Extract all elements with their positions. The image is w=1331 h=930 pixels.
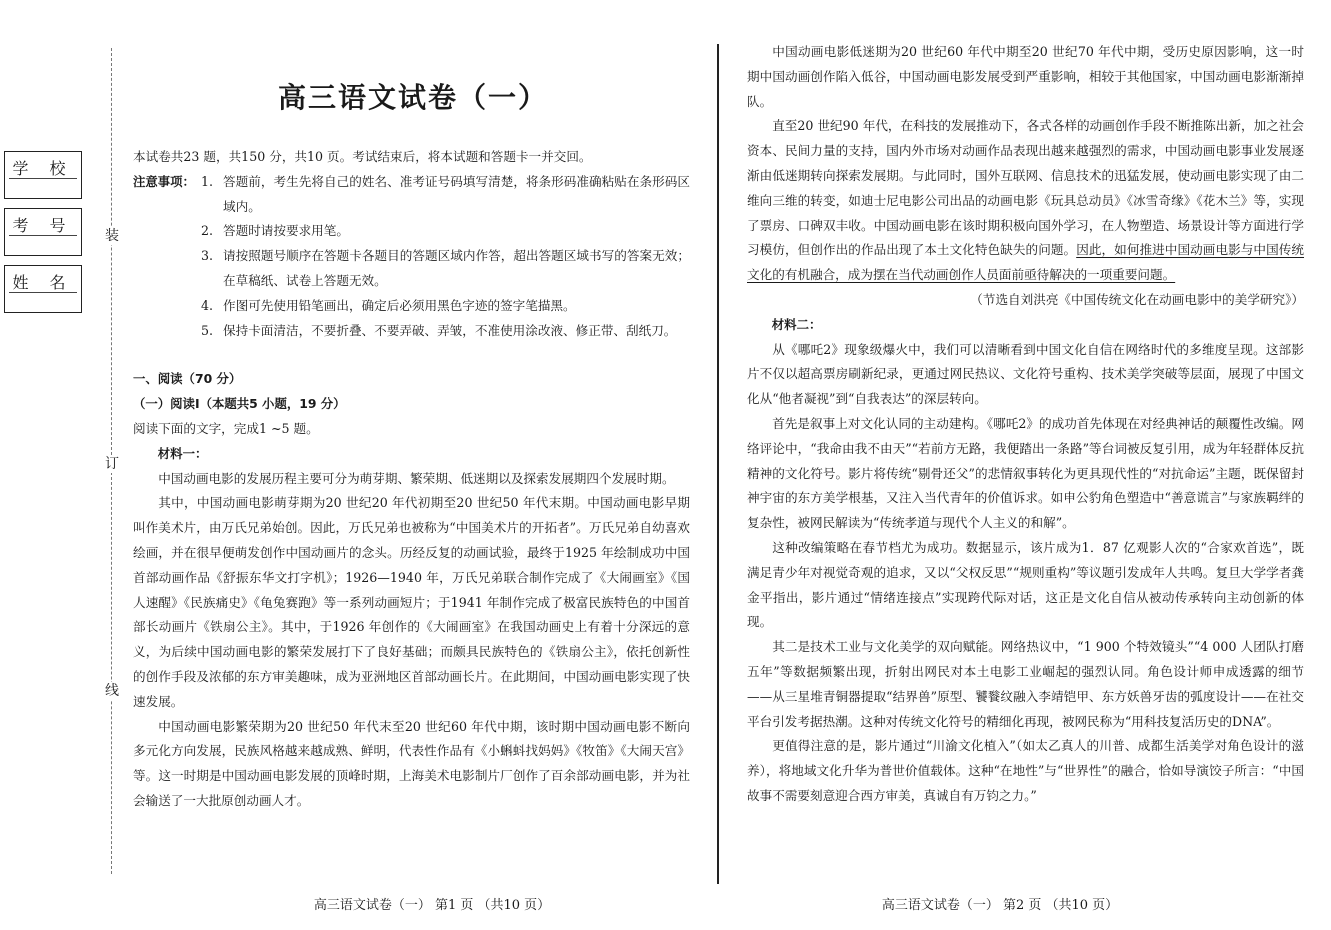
binding-char-xian: 线 — [105, 683, 119, 699]
notice-block — [133, 170, 690, 344]
paragraph: 中国动画电影繁荣期为20 世纪50 年代末至20 世纪60 年代中期，该时期中国动画电影不断向多元化方向发展，民族风格越来越成熟、鲜明，代表性作品有《小蝌蚪找妈妈》《牧笛》《大闹天宫》等。这一时期是中国动画电影发展的顶峰时期，上海美术电影制片厂创作了百余部动画电影，并为社会输送了一大批原创动画人才。 — [133, 718, 690, 808]
school-field[interactable] — [4, 151, 82, 199]
exam-intro: 本试卷共23 题，共150 分，共10 页。考试结束后，将本试题和答题卡一并交回。 — [133, 149, 592, 164]
exam-title: 高三语文试卷（一） — [277, 81, 548, 114]
material-two-label: 材料二： — [771, 316, 822, 332]
page-divider — [717, 44, 719, 884]
paragraph: 中国动画电影低迷期为20 世纪60 年代中期至20 世纪70 年代中期，受历史原因影响，这一时期中国动画创作陷入低谷，中国动画电影发展受到严重影响，相较于其他国家，中国动画电影渐渐掉队。 — [747, 44, 1304, 109]
notice-label: 注意事项： — [133, 173, 195, 189]
paragraph-text: 直至20 世纪90 年代，在科技的发展推动下，各式各样的动画创作手段不断推陈出新，加之社会资本、民间力量的支持，国内外市场对动画作品表现出越来越强烈的需求，中国动画电影事业发展逐渐由低迷期转向探索发展期。与此同时，国外互联网、信息技术的迅猛发展，使动画电影实现了由二维向三维的转变，如迪士尼电影公司出品的动画电影《玩具总动员》《冰雪奇缘》《花木兰》等，实现了票房、口碑双丰收。中国动画电影在该时期积极向国外学习，在人物塑造、场景设计等方面进行学习模仿，但创作出的作品出现了本土文化特色缺失的问题。 — [747, 118, 1304, 258]
name-label: 姓 名 — [12, 273, 74, 292]
notice-item: 5. 保持卡面清洁，不要折叠、不要弄破、弄皱，不准使用涂改液、修正带、刮纸刀。 — [201, 322, 677, 338]
exam-number-field[interactable] — [4, 208, 82, 256]
page-footer-right: 高三语文试卷（一） 第2 页 （共10 页） — [881, 898, 1119, 913]
notice-item: 2. 答题时请按要求用笔。 — [201, 223, 349, 239]
notice-item: 4. 作图可先使用铅笔画出，确定后必须用黑色字迹的签字笔描黑。 — [201, 297, 576, 313]
material-one-label: 材料一： — [157, 445, 208, 461]
school-label: 学 校 — [12, 159, 74, 178]
paragraph — [747, 114, 1304, 288]
notice-item: 3. 请按照题号顺序在答题卡各题目的答题区域内作答，超出答题区域书写的答案无效；在草稿纸、试卷上答题无效。 — [201, 248, 690, 288]
paragraph: 中国动画电影的发展历程主要可分为萌芽期、繁荣期、低迷期以及探索发展期四个发展时期。 — [158, 470, 675, 486]
binding-char-zhuang: 装 — [105, 228, 119, 244]
paragraph: 其中，中国动画电影萌芽期为20 世纪20 年代初期至20 世纪50 年代末期。中国动画电影早期叫作美术片，由万氏兄弟始创。因此，万氏兄弟也被称为“中国美术片的开拓者”。万氏兄弟自幼喜欢绘画，并在很早便萌发创作中国动画片的念头。历经反复的动画试验，最终于1925 年绘制成功中国首部动画作品《舒振东华文打字机》；1926—1940 年，万氏兄弟联合制作完成了《大闹画室》《国人速醒》《民族痛史》《龟兔赛跑》等一系列动画短片；于1941 年制作完成了极富民族特色的中国首部长动画片《铁扇公主》。其中，于1926 年创作的《大闹画室》在我国动画史上有着十分深远的意义，为后续中国动画电影的繁荣发展打下了良好基础；而颇具民族特色的《铁扇公主》，依托创新性的创作手段及浓郁的东方审美趣味，成为亚洲地区首部动画长片。在此期间，中国动画电影实现了快速发展。 — [133, 495, 690, 709]
page-footer-left: 高三语文试卷（一） 第1 页 （共10 页） — [313, 898, 551, 913]
paragraph: 这种改编策略在春节档尤为成功。数据显示，该片成为1．87 亿观影人次的“合家欢首选”，既满足青少年对视觉奇观的追求，又以“父权反思”“规则重构”等议题引发成年人共鸣。复旦大学学者龚金平指出，影片通过“情绪连接点”实现跨代际对话，这正是文化自信从被动传承转向主动创新的体现。 — [747, 539, 1304, 630]
notice-item: 1. 答题前，考生先将自己的姓名、准考证号码填写清楚，将条形码准确粘贴在条形码区域内。 — [201, 173, 690, 214]
paragraph: 首先是叙事上对文化认同的主动建构。《哪吒2》的成功首先体现在对经典神话的颠覆性改编。网络评论中，“我命由我不由天”“若前方无路，我便踏出一条路”等台词被反复引用，成为年轻群体反抗精神的文化符号。影片将传统“剔骨还父”的悲情叙事转化为更具现代性的“对抗命运”主题，既保留封神宇宙的东方美学根基，又注入当代青年的价值诉求。如申公豹角色塑造中“善意谎言”与家族羁绊的复杂性，被网民解读为“传统孝道与现代个人主义的和解”。 — [747, 415, 1304, 531]
left-page-content — [133, 145, 690, 814]
underlined-sentence: 因此，如何推进中国动画电影与中国传统文化的有机融合，成为摆在当代动画创作人员面前亟待解决的一项重要问题。 — [747, 242, 1305, 283]
source-citation: （节选自刘洪亮《中国传统文化在动画电影中的美学研究》） — [970, 291, 1304, 307]
exam-number-label: 考 号 — [12, 216, 74, 235]
subsection-heading: （一）阅读Ⅰ（本题共5 小题，19 分） — [133, 396, 346, 412]
paragraph: 更值得注意的是，影片通过“川渝文化植入”（如太乙真人的川普、成都生活美学对角色设计的滋养），将地域文化升华为普世价值载体。这种“在地性”与“世界性”的融合，恰如导演饺子所言：“中国故事不需要刻意迎合西方审美，真诚自有万钧之力。” — [747, 738, 1304, 803]
name-field[interactable] — [4, 265, 82, 313]
reading-instruction: 阅读下面的文字，完成1 ~5 题。 — [133, 420, 319, 436]
paragraph: 从《哪吒2》现象级爆火中，我们可以清晰看到中国文化自信在网络时代的多维度呈现。这部影片不仅以超高票房刷新纪录，更通过网民热议、文化符号重构、技术美学突破等层面，展现了中国文化从“他者凝视”到“自我表达”的深层转向。 — [747, 341, 1304, 407]
paragraph: 其二是技术工业与文化美学的双向赋能。网络热议中，“1 900 个特效镜头”“4 000 人团队打磨五年”等数据频繁出现，折射出网民对本土电影工业崛起的强烈认同。角色设计师申成透露的细节——从三星堆青铜器提取“结界兽”原型、饕餮纹融入李靖铠甲、东方妖兽牙齿的弧度设计——在社交平台引发考据热潮。这种对传统文化符号的精细化再现，被网民称为“用科技复活历史的DNA”。 — [747, 639, 1304, 729]
binding-char-ding: 订 — [105, 456, 119, 472]
right-page-content — [747, 40, 1304, 809]
section-heading: 一、阅读（70 分） — [133, 371, 242, 387]
